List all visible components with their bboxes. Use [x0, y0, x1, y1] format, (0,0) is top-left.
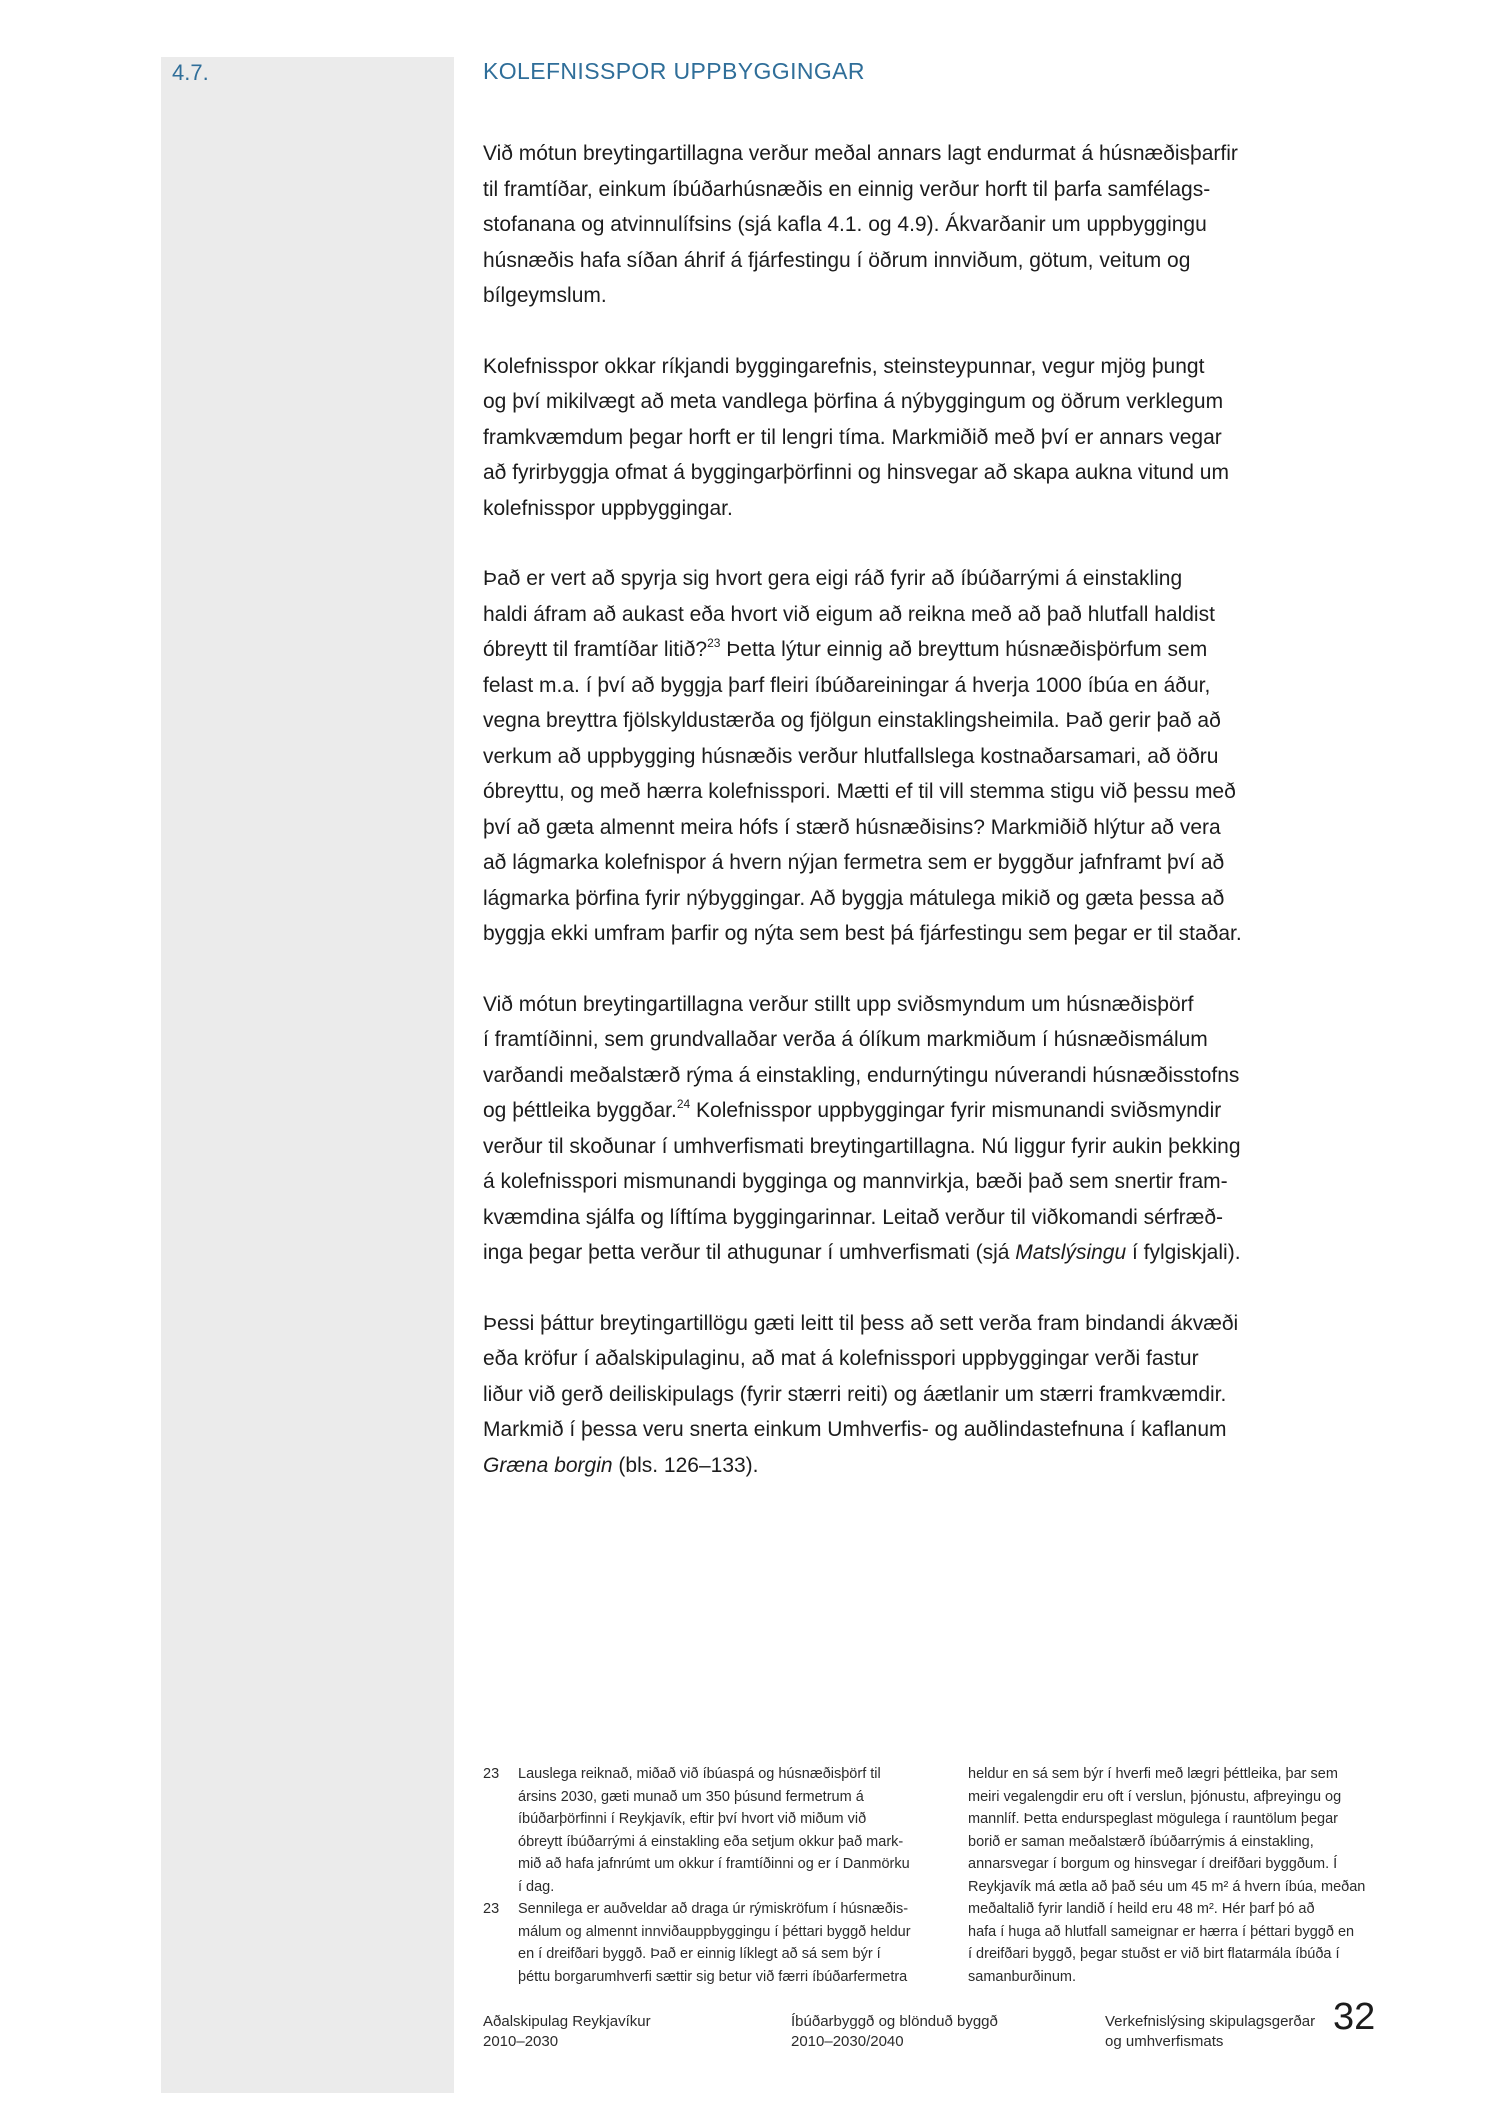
footnote: [483, 1763, 953, 1898]
text-segment: því að gæta almennt meira hófs í stærð húsnæðisins? Markmiðið hlýtur að vera: [483, 815, 1221, 839]
text-segment: heldur en sá sem býr í hverfi með lægri þéttleika, þar sem: [968, 1766, 1338, 1782]
text-line: [968, 1898, 1388, 1921]
text-line: [518, 1876, 910, 1899]
text-segment: til framtíðar, einkum íbúðarhúsnæðis en einnig verður horft til þarfa samfélags-: [483, 177, 1211, 201]
text-segment: íbúðarþörfinni í Reykjavík, eftir því hvort við miðum við: [518, 1811, 867, 1827]
text-segment: hafa í huga að hlutfall sameignar er hærra í þéttari byggð en: [968, 1923, 1355, 1940]
text-segment: meiri vegalengdir eru oft í verslun, þjónustu, afþreyingu og: [968, 1788, 1342, 1805]
footer-section-title: [791, 2012, 998, 2051]
text-segment: í framtíðinni, sem grundvallaðar verða á ólíkum markmiðum í húsnæðismálum: [483, 1028, 1208, 1051]
text-segment: Græna borgin: [483, 1453, 613, 1477]
text-line: [968, 1763, 1388, 1786]
text-line: [483, 1200, 1393, 1236]
text-line: [483, 668, 1393, 704]
footer-doc-type-line2: og umhverfismats: [1105, 2032, 1224, 2050]
text-segment: haldi áfram að aukast eða hvort við eigum að reikna með að það hlutfall haldist: [483, 602, 1215, 626]
text-segment: eða kröfur í aðalskipulaginu, að mat á kolefnisspori uppbyggingar verði fastur: [483, 1347, 1199, 1370]
text-segment: að lágmarka kolefnispor á hvern nýjan fermetra sem er byggður jafnframt því að: [483, 851, 1225, 874]
footer-doc-title: [483, 2012, 651, 2051]
text-line: [483, 774, 1393, 810]
text-line: [968, 1808, 1388, 1831]
text-segment: meðaltalið fyrir landið í heild eru 48 m². Hér þarf þó að: [968, 1901, 1315, 1917]
text-line: [483, 1377, 1393, 1413]
text-segment: málum og almennt innviðauppbyggingu í þéttari byggð heldur: [518, 1923, 911, 1940]
text-segment: lágmarka þörfina fyrir nýbyggingar. Að byggja mátulega mikið og gæta þessa að: [483, 886, 1225, 910]
text-line: [483, 1412, 1393, 1448]
text-line: [483, 1235, 1393, 1271]
footer-doc-type-line1: Verkefnislýsing skipulagsgerðar: [1105, 2013, 1316, 2030]
text-line: [968, 1876, 1388, 1899]
text-line: [483, 1341, 1393, 1377]
sidebar-section-box: [161, 57, 454, 2093]
text-line: [483, 703, 1393, 739]
text-segment: kvæmdina sjálfa og líftíma byggingarinnar. Leitað verður til viðkomandi sérfræð-: [483, 1205, 1224, 1229]
text-segment: Markmið í þessa veru snerta einkum Umhverfis- og auðlindastefnuna í kaflanum: [483, 1418, 1227, 1441]
text-segment: verður til skoðunar í umhverfismati breytingartillagna. Nú liggur fyrir aukin þekking: [483, 1134, 1241, 1158]
text-segment: Við mótun breytingartillagna verður stillt upp sviðsmyndum um húsnæðisþörf: [483, 992, 1194, 1016]
text-segment: verkum að uppbygging húsnæðis verður hlutfallslega kostnaðarsamari, að öðru: [483, 744, 1219, 768]
text-segment: felast m.a. í því að byggja þarf fleiri íbúðareiningar á hverja 1000 íbúa en áður,: [483, 673, 1211, 697]
text-segment: liður við gerð deiliskipulags (fyrir stærri reiti) og áætlanir um stærri framkvæmdir.: [483, 1382, 1227, 1406]
text-segment: í dreifðari byggð, þegar stuðst er við birt flatarmála íbúða í: [968, 1946, 1340, 1962]
text-segment: Þetta lýtur einnig að breyttum húsnæðisþörfum sem: [720, 638, 1208, 661]
text-line: [968, 1831, 1388, 1854]
text-segment: óbreyttu, og með hærra kolefnisspori. Mætti ef til vill stemma stigu við þessu með: [483, 780, 1236, 803]
text-segment: Það er vert að spyrja sig hvort gera eigi ráð fyrir að íbúðarrými á einstakling: [483, 567, 1183, 590]
text-line: [483, 1306, 1393, 1342]
text-line: [968, 1943, 1388, 1966]
text-segment: Lauslega reiknað, miðað við íbúaspá og húsnæðisþörf til: [518, 1766, 881, 1782]
text-segment: Reykjavík má ætla að það séu um 45 m² á hvern íbúa, meðan: [968, 1878, 1366, 1895]
text-line: [518, 1943, 911, 1966]
text-segment: stofanana og atvinnulífsins (sjá kafla 4.1. og 4.9). Ákvarðanir um uppbyggingu: [483, 213, 1207, 236]
text-segment: varðandi meðalstærð rýma á einstakling, endurnýtingu núverandi húsnæðisstofns: [483, 1063, 1240, 1087]
text-segment: (bls. 126–133).: [612, 1453, 759, 1477]
text-segment: mannlíf. Þetta endurspeglast mögulega í rauntölum þegar: [968, 1811, 1338, 1827]
text-line: [483, 739, 1393, 775]
text-line: [483, 1093, 1393, 1129]
footer-section-title-line1: Íbúðarbyggð og blönduð byggð: [791, 2013, 998, 2030]
footnote: [483, 1898, 953, 1988]
text-segment: inga þegar þetta verður til athugunar í umhverfismati (sjá: [483, 1241, 1016, 1264]
body-paragraph: [483, 136, 1393, 314]
text-line: [483, 845, 1393, 881]
text-line: [968, 1921, 1388, 1944]
page-title: KOLEFNISSPOR UPPBYGGINGAR: [483, 58, 865, 84]
text-line: [483, 1164, 1393, 1200]
text-segment: ársins 2030, gæti munað um 350 þúsund fermetrum á: [518, 1788, 864, 1805]
text-line: [518, 1831, 910, 1854]
text-segment: og þéttleika byggðar.: [483, 1099, 677, 1122]
text-segment: borið er saman meðalstærð íbúðarrýmis á einstakling,: [968, 1833, 1314, 1850]
body-paragraphs: [483, 136, 1393, 1518]
body-paragraph: [483, 561, 1393, 952]
text-line: [483, 632, 1393, 668]
footnote-text: [518, 1898, 911, 1988]
text-line: [483, 1129, 1393, 1165]
text-line: [968, 1966, 1388, 1989]
text-line: [483, 1448, 1393, 1484]
footnote-reference: 23: [707, 636, 721, 650]
text-segment: á kolefnisspori mismunandi bygginga og mannvirkja, bæði það sem snertir fram-: [483, 1170, 1228, 1193]
text-segment: Við mótun breytingartillagna verður meðal annars lagt endurmat á húsnæðisþarfir: [483, 142, 1238, 165]
text-line: [483, 561, 1393, 597]
text-segment: að fyrirbyggja ofmat á byggingarþörfinni og hinsvegar að skapa aukna vitund um: [483, 461, 1229, 484]
text-line: [483, 136, 1393, 172]
footnote-reference: 24: [676, 1097, 691, 1111]
text-segment: en í dreifðari byggð. Það er einnig líklegt að sá sem býr í: [518, 1946, 881, 1962]
text-line: [518, 1786, 910, 1809]
text-segment: kolefnisspor uppbyggingar.: [483, 496, 733, 520]
text-segment: bílgeymslum.: [483, 284, 607, 307]
text-line: [483, 278, 1393, 314]
text-segment: byggja ekki umfram þarfir og nýta sem best þá fjárfestingu sem þegar er til staðar.: [483, 922, 1242, 945]
text-line: [483, 243, 1393, 279]
text-segment: Þessi þáttur breytingartillögu gæti leitt til þess að sett verða fram bindandi ákvæði: [483, 1311, 1239, 1335]
text-segment: óbreytt til framtíðar litið?: [483, 638, 708, 661]
text-line: [483, 207, 1393, 243]
page-number: 32: [1333, 1996, 1376, 2038]
text-line: [483, 1058, 1393, 1094]
footnotes-right-column: [968, 1763, 1388, 1988]
text-line: [483, 916, 1393, 952]
text-line: [518, 1898, 911, 1921]
text-line: [518, 1966, 911, 1989]
text-segment: og því mikilvægt að meta vandlega þörfina á nýbyggingum og öðrum verklegum: [483, 390, 1224, 413]
text-line: [518, 1921, 911, 1944]
text-segment: annarsvegar í borgum og hinsvegar í dreifðari byggðum. Í: [968, 1856, 1338, 1872]
text-line: [518, 1808, 910, 1831]
text-segment: óbreytt íbúðarrými á einstakling eða setjum okkur það mark-: [518, 1833, 904, 1850]
text-line: [483, 987, 1393, 1023]
footnote-number: 23: [483, 1901, 500, 1917]
footer-doc-title-line1: Aðalskipulag Reykjavíkur: [483, 2013, 651, 2030]
text-segment: þéttu borgarumhverfi sættir sig betur við færri íbúðarfermetra: [518, 1968, 908, 1985]
text-line: [518, 1763, 910, 1786]
body-paragraph: [483, 987, 1393, 1271]
text-line: [483, 810, 1393, 846]
text-segment: Kolefnisspor okkar ríkjandi byggingarefnis, steinsteypunnar, vegur mjög þungt: [483, 354, 1205, 378]
footer-doc-title-line2: 2010–2030: [483, 2032, 559, 2050]
section-number: 4.7.: [172, 60, 209, 85]
text-line: [483, 455, 1393, 491]
footnote-continuation: [968, 1763, 1388, 1988]
text-segment: Kolefnisspor uppbyggingar fyrir mismunandi sviðsmyndir: [690, 1099, 1222, 1122]
text-segment: húsnæðis hafa síðan áhrif á fjárfestingu í öðrum innviðum, götum, veitum og: [483, 248, 1191, 272]
text-line: [968, 1786, 1388, 1809]
text-line: [483, 420, 1393, 456]
text-segment: í dag.: [518, 1878, 555, 1895]
body-paragraph: [483, 349, 1393, 527]
text-segment: mið að hafa jafnrúmt um okkur í framtíðinni og er í Danmörku: [518, 1856, 910, 1872]
footnote-text: [518, 1763, 910, 1898]
text-segment: vegna breyttra fjölskyldustærða og fjölgun einstaklingsheimila. Það gerir það að: [483, 709, 1221, 732]
text-line: [518, 1853, 910, 1876]
text-line: [483, 172, 1393, 208]
text-segment: Sennilega er auðveldar að draga úr rýmiskröfum í húsnæðis-: [518, 1901, 909, 1917]
text-line: [483, 597, 1393, 633]
text-segment: framkvæmdum þegar horft er til lengri tíma. Markmiðið með því er annars vegar: [483, 425, 1222, 449]
text-line: [483, 349, 1393, 385]
footer-section-title-line2: 2010–2030/2040: [791, 2032, 904, 2050]
text-segment: samanburðinum.: [968, 1968, 1076, 1985]
text-line: [968, 1853, 1388, 1876]
text-segment: Matslýsingu: [1015, 1241, 1127, 1264]
text-line: [483, 1022, 1393, 1058]
footnotes-left-column: [483, 1763, 953, 1988]
body-paragraph: [483, 1306, 1393, 1484]
footnote-number: 23: [483, 1766, 500, 1782]
text-line: [483, 881, 1393, 917]
text-line: [483, 491, 1393, 527]
text-segment: í fylgiskjali).: [1126, 1241, 1241, 1264]
text-line: [483, 384, 1393, 420]
footer-doc-type: [1105, 2012, 1315, 2051]
